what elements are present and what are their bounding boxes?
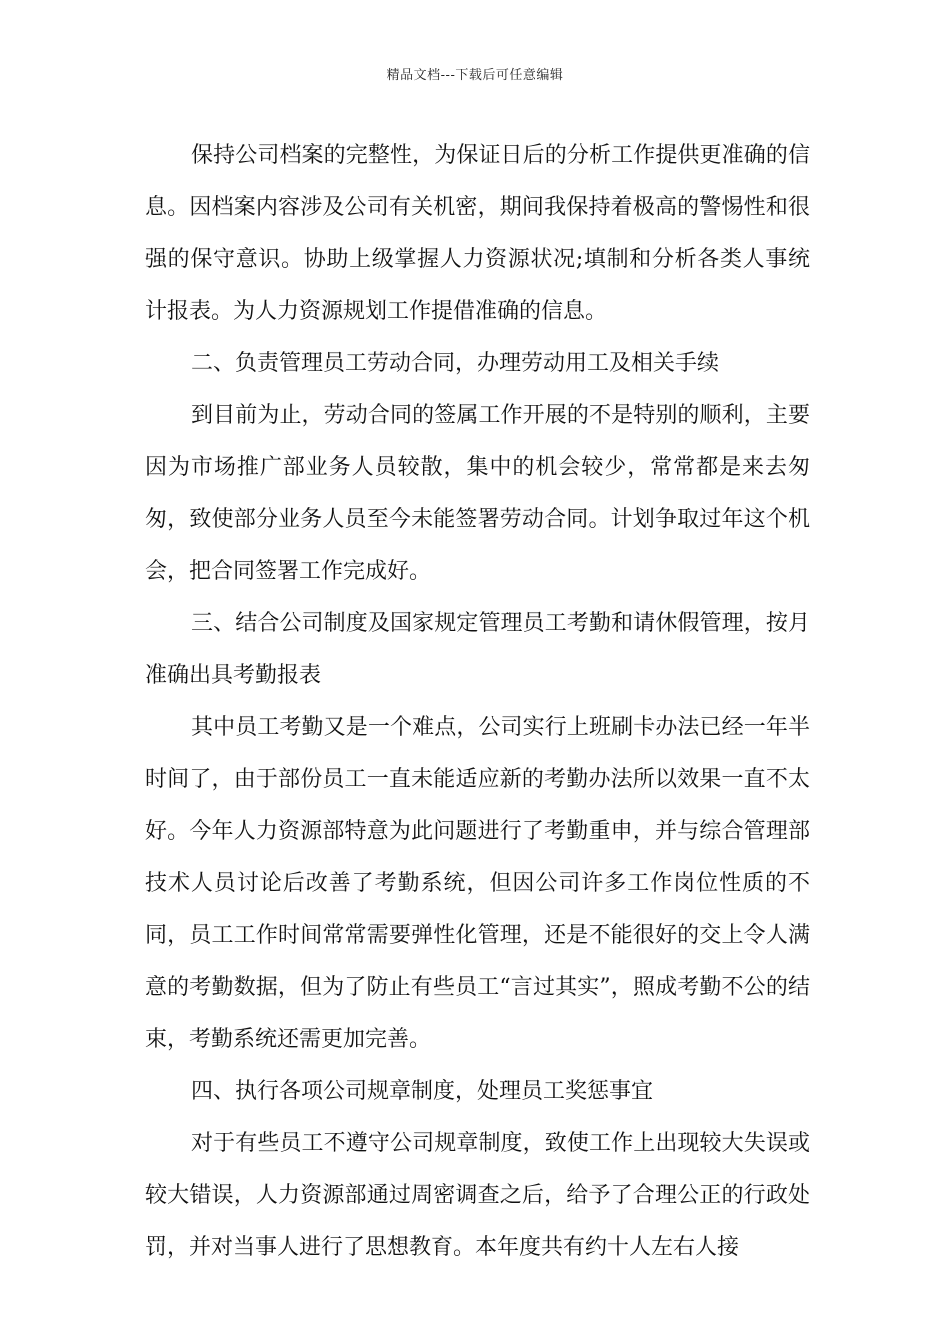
document-body xyxy=(145,130,810,1274)
page-header: 精品文档---下载后可任意编辑 xyxy=(386,68,564,83)
paragraph-labor-contracts: 到目前为止，劳动合同的签属工作开展的不是特别的顺利，主要因为市场推广部业务人员较散，集中的机会较少，常常都是来去匆匆，致使部分业务人员至今未能签署劳动合同。计划争取过年这个机会，把合同签署工作完成好。 xyxy=(145,403,810,584)
section-heading-rules-discipline: 四、执行各项公司规章制度，处理员工奖惩事宜 xyxy=(191,1079,654,1104)
section-heading-labor-contracts: 二、负责管理员工劳动合同，办理劳动用工及相关手续 xyxy=(191,351,720,376)
paragraph-archive-integrity: 保持公司档案的完整性，为保证日后的分析工作提供更准确的信息。因档案内容涉及公司有关机密，期间我保持着极高的警惕性和很强的保守意识。协助上级掌握人力资源状况;填制和分析各类人事统计报表。为人力资源规划工作提借准确的信息。 xyxy=(145,143,810,324)
section-heading-attendance: 三、结合公司制度及国家规定管理员工考勤和请休假管理，按月准确出具考勤报表 xyxy=(145,611,810,688)
paragraph-attendance: 其中员工考勤又是一个难点，公司实行上班刷卡办法已经一年半时间了，由于部份员工一直未能适应新的考勤办法所以效果一直不太好。今年人力资源部特意为此问题进行了考勤重申，并与综合管理部技术人员讨论后改善了考勤系统，但因公司许多工作岗位性质的不同，员工工作时间常常需要弹性化管理，还是不能很好的交上令人满意的考勤数据，但为了防止有些员工“言过其实”，照成考勤不公的结束，考勤系统还需更加完善。 xyxy=(145,715,810,1052)
paragraph-rules-discipline: 对于有些员工不遵守公司规章制度，致使工作上出现较大失误或较大错误，人力资源部通过周密调查之后，给予了合理公正的行政处罚，并对当事人进行了思想教育。本年度共有约十人左右人接 xyxy=(145,1131,810,1260)
